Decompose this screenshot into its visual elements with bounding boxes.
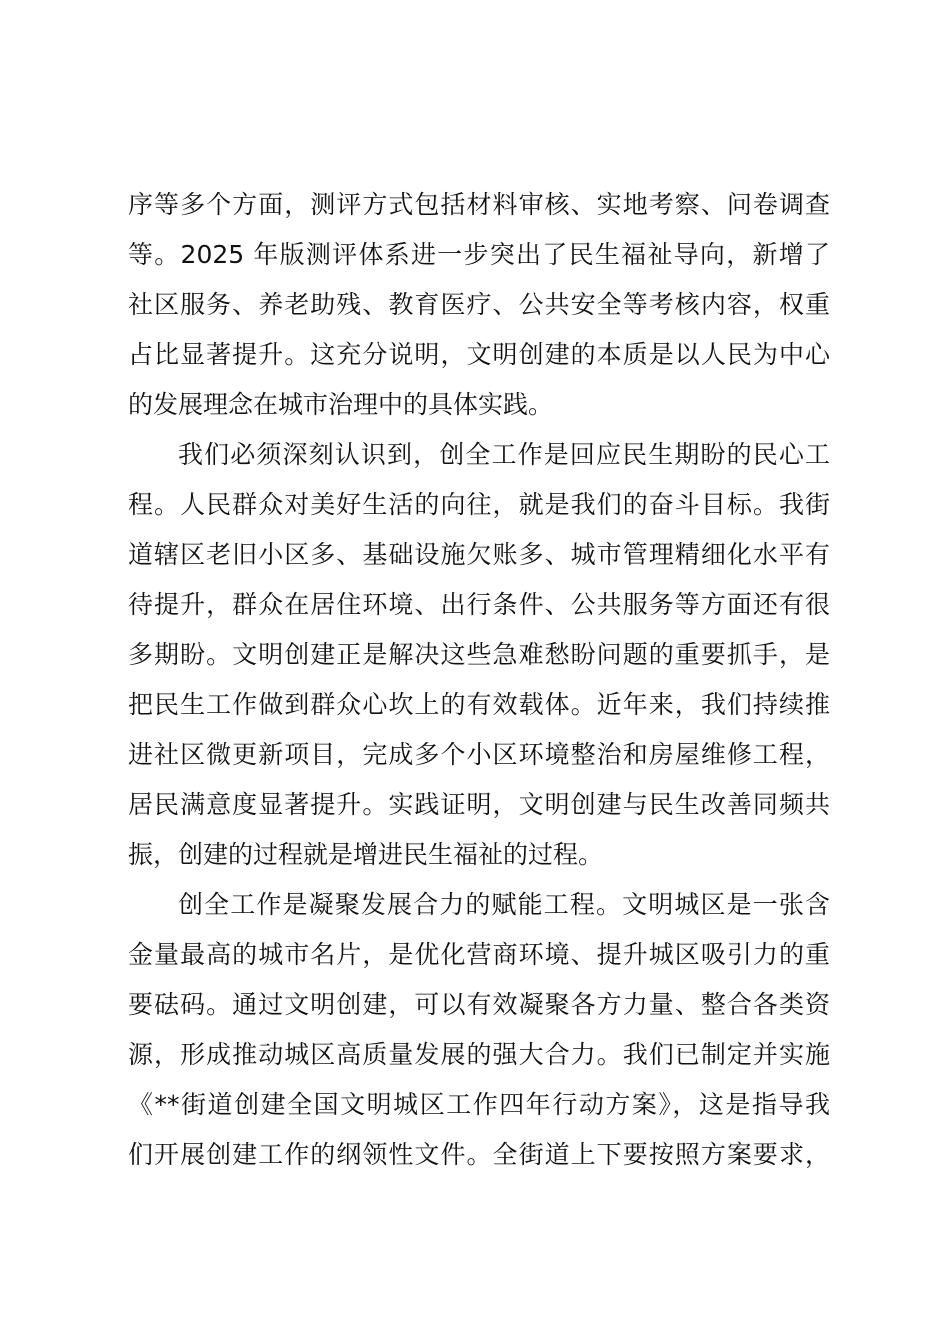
text-line: 社区服务、养老助残、教育医疗、公共安全等考核内容，权重 [128, 290, 830, 319]
text-line: 序等多个方面，测评方式包括材料审核、实地考察、问卷调查 [128, 190, 830, 219]
text-line: 占比显著提升。这充分说明，文明创建的本质是以人民为中心 [128, 340, 830, 369]
text-line: 的发展理念在城市治理中的具体实践。 [128, 390, 554, 419]
text-line: 进社区微更新项目，完成多个小区环境整治和房屋维修工程， [128, 740, 830, 769]
text-line: 金量最高的城市名片，是优化营商环境、提升城区吸引力的重 [128, 940, 830, 969]
text-line: 居民满意度显著提升。实践证明，文明创建与民生改善同频共 [128, 790, 830, 819]
text-line: 我们必须深刻认识到，创全工作是回应民生期盼的民心工 [178, 440, 830, 469]
text-line: 待提升，群众在居住环境、出行条件、公共服务等方面还有很 [128, 590, 830, 619]
text-line: 们开展创建工作的纲领性文件。全街道上下要按照方案要求， [128, 1140, 830, 1169]
text-line: 程。人民群众对美好生活的向往，就是我们的奋斗目标。我街 [128, 490, 830, 519]
text-line: 多期盼。文明创建正是解决这些急难愁盼问题的重要抓手，是 [128, 640, 830, 669]
text-line: 等。2025 年版测评体系进一步突出了民生福祉导向，新增了 [128, 240, 830, 269]
document-body [128, 180, 830, 1180]
paragraph [128, 430, 830, 880]
paragraph [128, 180, 830, 430]
text-line: 振，创建的过程就是增进民生福祉的过程。 [128, 840, 604, 869]
text-line: 《**街道创建全国文明城区工作四年行动方案》，这是指导我 [128, 1090, 830, 1119]
text-line: 把民生工作做到群众心坎上的有效载体。近年来，我们持续推 [128, 690, 830, 719]
text-line: 创全工作是凝聚发展合力的赋能工程。文明城区是一张含 [178, 890, 830, 919]
paragraph [128, 880, 830, 1180]
text-line: 道辖区老旧小区多、基础设施欠账多、城市管理精细化水平有 [128, 540, 830, 569]
text-line: 要砝码。通过文明创建，可以有效凝聚各方力量、整合各类资 [128, 990, 830, 1019]
text-line: 源，形成推动城区高质量发展的强大合力。我们已制定并实施 [128, 1040, 830, 1069]
